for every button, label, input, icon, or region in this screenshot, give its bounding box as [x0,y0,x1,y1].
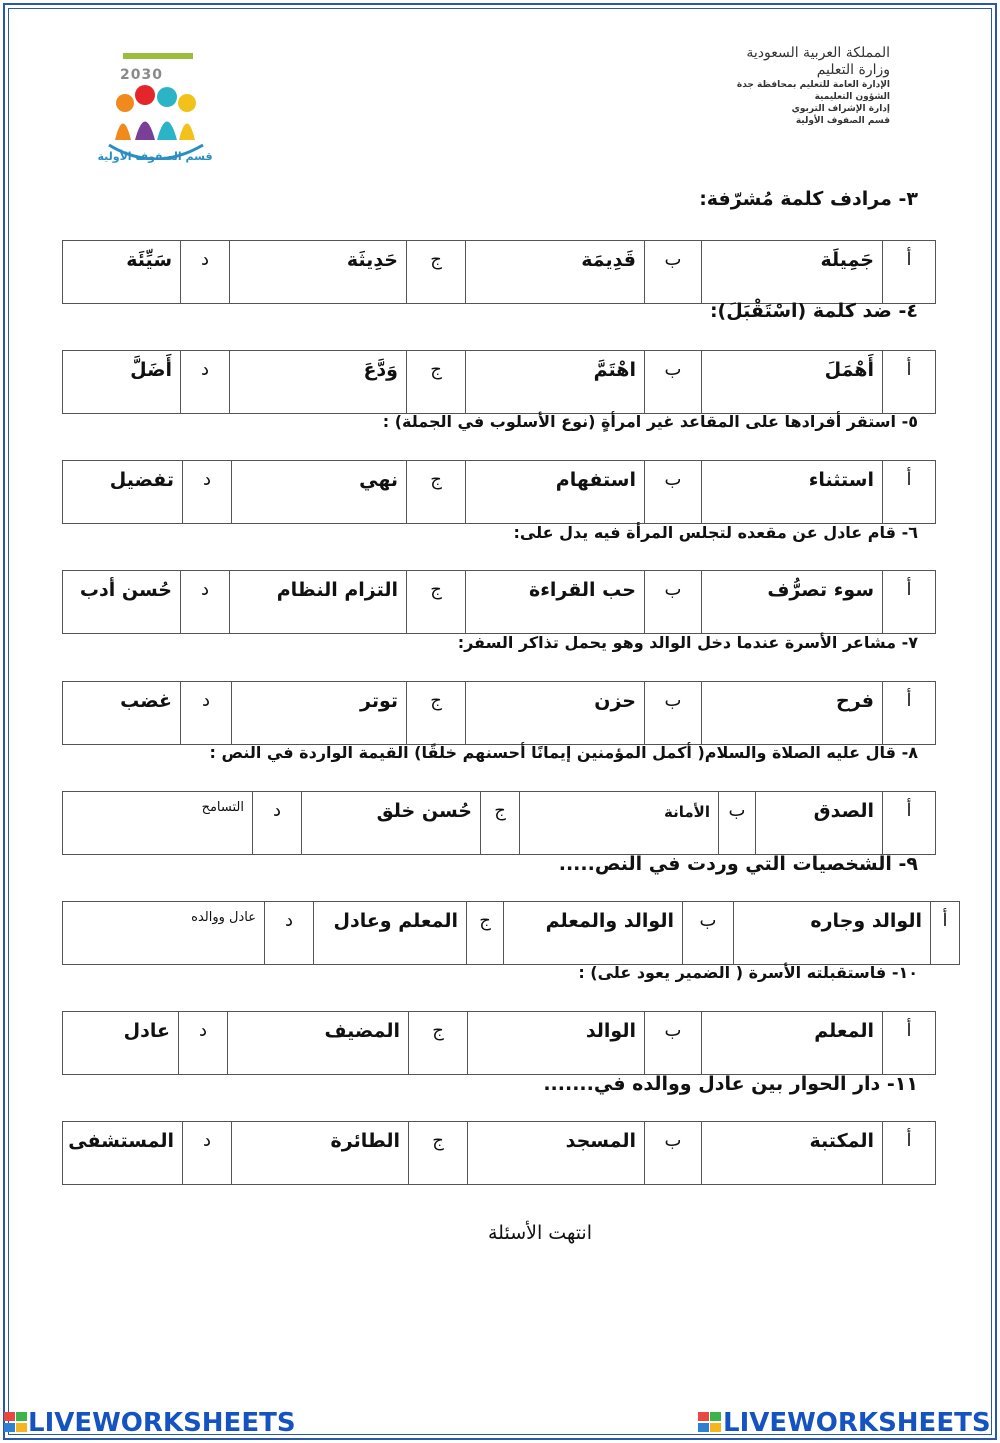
option-answer[interactable]: عادل ووالده [63,902,265,965]
option-letter: د [181,241,230,304]
option-letter: ج [407,241,466,304]
option-letter: ب [719,792,756,855]
option-answer[interactable]: جَمِيلَة [702,241,883,304]
header-line: قسم الصفوف الأولية [795,116,890,126]
option-answer[interactable]: التسامح [63,792,253,855]
option-letter: د [265,902,314,965]
options-table-q3 [62,240,936,304]
option-answer[interactable]: المسجد [468,1122,645,1185]
vision-2030-label: 2030 [120,67,163,83]
option-answer[interactable]: حُسن خلق [302,792,481,855]
header-line: الإدارة العامة للتعليم بمحافظة جدة [736,80,890,90]
option-answer[interactable]: الوالد والمعلم [504,902,683,965]
options-table-q11 [62,1121,936,1185]
option-letter: ج [481,792,520,855]
option-answer[interactable]: المعلم وعادل [314,902,467,965]
option-answer[interactable]: الوالد وجاره [734,902,931,965]
option-letter: أ [883,571,936,634]
option-answer[interactable]: وَدَّعَ [230,351,407,414]
options-table-q4 [62,350,936,414]
option-letter: أ [883,351,936,414]
option-answer[interactable]: المكتبة [702,1122,883,1185]
option-answer-text: الأمانة [664,803,710,821]
logo-caption: قسم الصفوف الأولية [97,150,213,163]
option-answer[interactable]: تفضيل [63,461,183,524]
option-letter: ج [409,1012,468,1075]
question-5: ٥- استقر أفرادها على المقاعد غير امرأةٍ (نوع الأسلوب في الجملة) : [382,412,918,431]
option-letter: أ [931,902,960,965]
option-letter: أ [883,461,936,524]
option-answer[interactable]: اهْتَمَّ [466,351,645,414]
option-letter: ب [645,1122,702,1185]
option-answer[interactable]: حب القراءة [466,571,645,634]
option-letter: د [181,351,230,414]
question-9: ٩- الشخصيات التي وردت في النص..... [558,853,918,875]
option-letter: ج [409,1122,468,1185]
question-7: ٧- مشاعر الأسرة عندما دخل الوالد وهو يحمل تذاكر السفر: [457,633,918,652]
option-answer[interactable]: توتر [232,682,407,745]
option-letter: د [181,571,230,634]
option-answer[interactable]: المعلم [702,1012,883,1075]
options-table-q6 [62,570,936,634]
option-answer[interactable]: المستشفى [63,1122,183,1185]
option-letter: ج [407,351,466,414]
header-line: المملكة العربية السعودية [746,45,890,61]
option-answer[interactable]: أَضَلَّ [63,351,181,414]
end-of-questions: انتهت الأسئلة [488,1222,592,1244]
option-letter: ب [645,1012,702,1075]
option-letter: د [181,682,232,745]
option-letter: د [179,1012,228,1075]
option-letter: د [183,461,232,524]
option-letter: ب [645,461,702,524]
option-letter: أ [883,1012,936,1075]
options-table-q8 [62,791,936,855]
header-line: إدارة الإشراف التربوي [791,104,890,114]
option-answer[interactable]: الوالد [468,1012,645,1075]
option-answer[interactable]: عادل [63,1012,179,1075]
option-letter: أ [883,1122,936,1185]
option-answer[interactable] [520,792,719,855]
header-line: وزارة التعليم [816,62,890,78]
option-answer[interactable]: حَدِيثَة [230,241,407,304]
header-line: الشؤون التعليمية [814,92,890,102]
option-answer[interactable]: استثناء [702,461,883,524]
option-letter: د [253,792,302,855]
option-answer[interactable]: التزام النظام [230,571,407,634]
option-letter: ج [467,902,504,965]
option-letter: ج [407,571,466,634]
options-table-q9 [62,901,960,965]
ministry-header [730,45,890,127]
question-8: ٨- قال عليه الصلاة والسلام( أكمل المؤمنين إيمانًا أحسنهم خلقًا) القيمة الواردة في النص : [209,743,918,762]
liveworksheets-logo-icon [698,1412,724,1434]
option-letter: أ [883,241,936,304]
option-letter: ج [407,682,466,745]
option-answer[interactable]: نهي [232,461,407,524]
option-answer[interactable]: سوء تصرُّف [702,571,883,634]
options-table-q10 [62,1011,936,1075]
question-6: ٦- قام عادل عن مقعده لتجلس المرأة فيه يدل على: [513,523,918,542]
question-10: ١٠- فاستقبلته الأسرة ( الضمير يعود على) : [578,963,918,982]
option-answer[interactable]: المضيف [228,1012,409,1075]
option-letter: ج [407,461,466,524]
option-letter: أ [883,792,936,855]
options-table-q7 [62,681,936,745]
option-answer[interactable]: الصدق [756,792,883,855]
liveworksheets-brand: LIVEWORKSHEETS [28,1408,296,1438]
option-answer[interactable]: أَهْمَلَ [702,351,883,414]
option-letter: ب [645,571,702,634]
option-answer[interactable]: سَيِّئَة [63,241,181,304]
option-letter: ب [645,351,702,414]
option-answer[interactable]: قَدِيمَة [466,241,645,304]
option-answer[interactable]: حزن [466,682,645,745]
option-letter: ب [683,902,734,965]
option-answer[interactable]: غضب [63,682,181,745]
people-logo-icon [95,45,215,160]
primary-grades-logo [95,45,215,160]
option-answer[interactable]: الطائرة [232,1122,409,1185]
question-3: ٣- مرادف كلمة مُشرّفة: [699,188,918,210]
option-letter: د [183,1122,232,1185]
option-answer[interactable]: استفهام [466,461,645,524]
liveworksheets-logo-icon [4,1412,30,1434]
option-letter: ب [645,682,702,745]
option-letter: أ [883,682,936,745]
option-letter: ب [645,241,702,304]
option-answer[interactable]: حُسن أدب [63,571,181,634]
question-4: ٤- ضد كلمة (اسْتَقْبَلَ): [709,300,918,322]
options-table-q5 [62,460,936,524]
liveworksheets-brand: LIVEWORKSHEETS [723,1408,991,1438]
question-11: ١١- دار الحوار بين عادل ووالده في....... [543,1073,918,1095]
option-answer[interactable]: فرح [702,682,883,745]
